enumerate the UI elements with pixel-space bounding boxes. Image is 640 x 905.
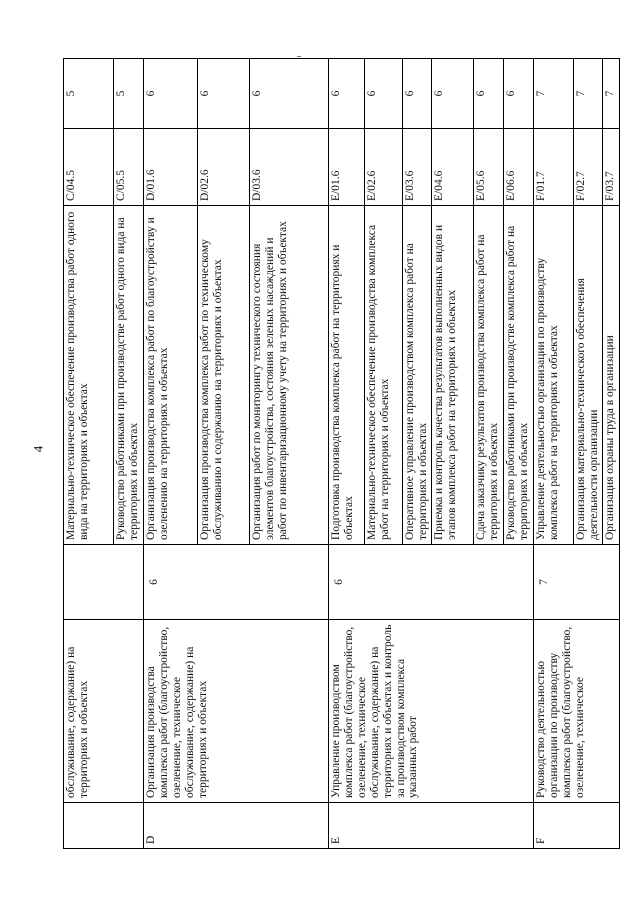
page-number: 4: [30, 445, 46, 453]
labor-function-code: E/04.6: [431, 129, 473, 206]
labor-function-code: F/02.7: [573, 129, 602, 206]
labor-function-code: E/05.6: [473, 129, 503, 206]
qualification-level: 6: [144, 545, 329, 620]
labor-function-level: 6: [403, 59, 432, 129]
generalized-function-code: [64, 803, 144, 849]
labor-function-code: D/03.6: [250, 129, 329, 206]
labor-function-level: 7: [602, 59, 619, 129]
labor-function-name: Материально-техническое обеспечение производства работ одного вида на территориях и объектах: [64, 206, 114, 545]
generalized-function-code: D: [144, 803, 329, 849]
labor-function-name: Оперативное управление производством комплекса работ на территориях и объектах: [403, 206, 432, 545]
labor-function-level: 6: [365, 59, 403, 129]
labor-function-name: Организация материально-технического обеспечения деятельности организации: [573, 206, 602, 545]
labor-function-code: F/01.7: [533, 129, 573, 206]
table-row: [533, 59, 573, 849]
labor-function-name: Материально-техническое обеспечение производства комплекса работ на территориях и объектах: [365, 206, 403, 545]
generalized-function-name: Организация производства комплекса работ (благоустройство, озеленение, техническое обслуживание, содержание) на территориях и объектах: [144, 620, 329, 803]
labor-function-name: Руководство работниками при производстве работ одного вида на территориях и объектах: [114, 206, 144, 545]
labor-function-code: E/02.6: [365, 129, 403, 206]
professional-functions-table: [63, 58, 620, 849]
labor-function-name: Управление деятельностью организации по производству комплекса работ на территориях и объектах: [533, 206, 573, 545]
table-row: [64, 59, 114, 849]
qualification-level: 7: [533, 545, 619, 620]
generalized-function-name: Руководство деятельностью организации по производству комплекса работ (благоустройство, озеленение, техническое: [533, 620, 619, 803]
labor-function-name: Организация производства комплекса работ по благоустройству и озеленению на территориях и объектах: [144, 206, 198, 545]
labor-function-code: E/03.6: [403, 129, 432, 206]
qualification-level: [64, 545, 144, 620]
labor-function-level: 6: [198, 59, 250, 129]
labor-function-code: E/01.6: [329, 129, 365, 206]
table-row: [329, 59, 365, 849]
labor-function-name: Организация охраны труда в организации: [602, 206, 619, 545]
labor-function-name: Руководство работниками при производстве комплекса работ на территориях и объектах: [503, 206, 533, 545]
labor-function-level: 6: [431, 59, 473, 129]
table-row: [144, 59, 198, 849]
labor-function-name: Сдача заказчику результатов производства комплекса работ на территориях и объектах: [473, 206, 503, 545]
rotated-table-container: [63, 59, 616, 849]
generalized-function-code: F: [533, 803, 619, 849]
labor-function-code: C/04.5: [64, 129, 114, 206]
labor-function-level: 5: [114, 59, 144, 129]
labor-function-name: Организация работ по мониторингу технического состояния элементов благоустройства, состояния зеленых насаждений и работ по инвентаризационному учету на территориях и объектах: [250, 206, 329, 545]
labor-function-code: E/06.6: [503, 129, 533, 206]
labor-function-code: D/01.6: [144, 129, 198, 206]
generalized-function-name: Управление производством комплекса работ (благоустройство, озеленение, техническое обслуживание, содержание) на территориях и объектах и контроль за производством комплекса указанных работ: [329, 620, 534, 803]
qualification-level: 6: [329, 545, 534, 620]
generalized-function-name: обслуживание, содержание) на территориях и объектах: [64, 620, 144, 803]
labor-function-name: Подготовка производства комплекса работ на территориях и объектах: [329, 206, 365, 545]
labor-function-level: 7: [533, 59, 573, 129]
labor-function-code: F/03.7: [602, 129, 619, 206]
labor-function-code: D/02.6: [198, 129, 250, 206]
labor-function-level: 6: [473, 59, 503, 129]
labor-function-level: 6: [144, 59, 198, 129]
labor-function-level: 6: [250, 59, 329, 129]
labor-function-level: 5: [64, 59, 114, 129]
labor-function-name: Приемка и контроль качества результатов выполненных видов и этапов комплекса работ на территориях и объектах: [431, 206, 473, 545]
labor-function-name: Организация производства комплекса работ по техническому обслуживанию и содержанию на территориях и объектах: [198, 206, 250, 545]
generalized-function-code: E: [329, 803, 534, 849]
labor-function-level: 6: [503, 59, 533, 129]
labor-function-level: 7: [573, 59, 602, 129]
labor-function-code: C/05.5: [114, 129, 144, 206]
labor-function-level: 6: [329, 59, 365, 129]
scan-artifact: [297, 56, 301, 57]
